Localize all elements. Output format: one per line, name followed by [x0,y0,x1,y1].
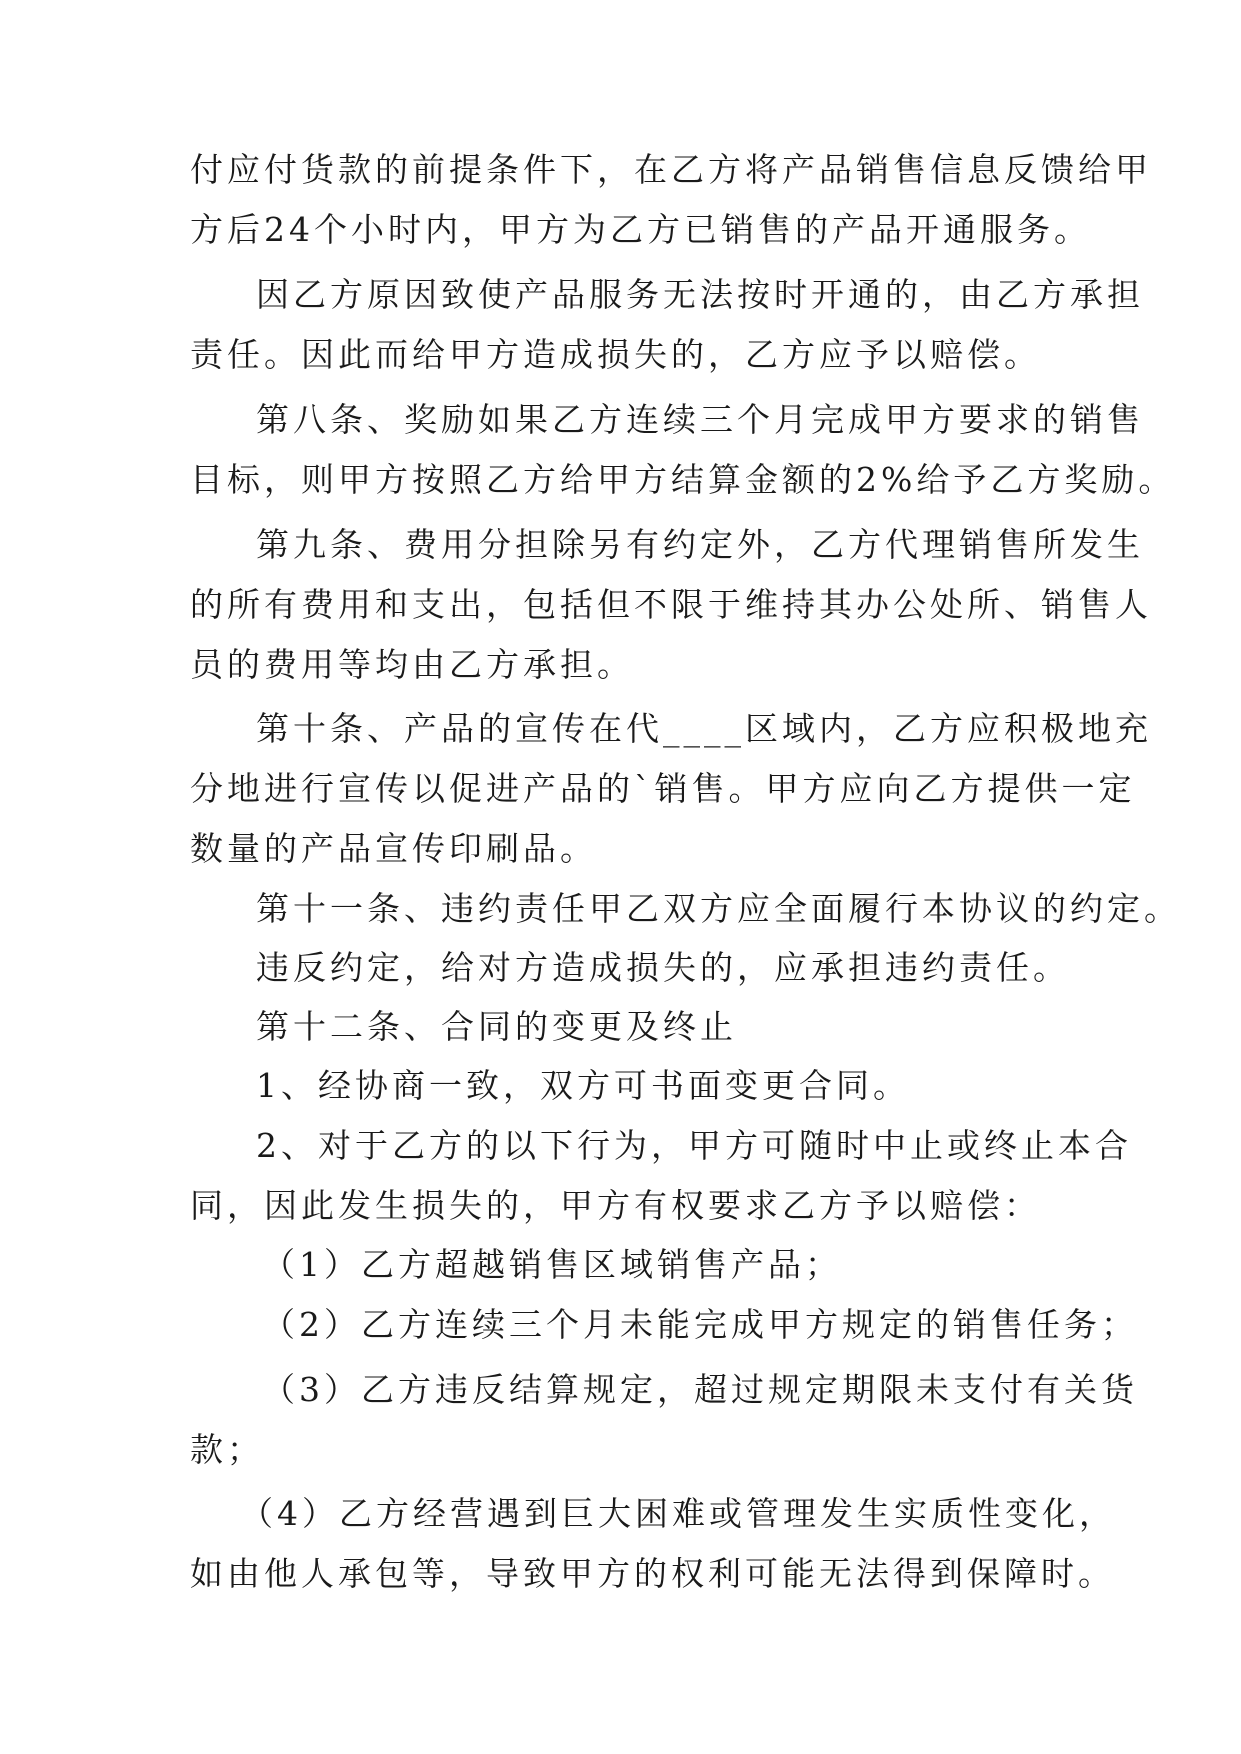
text-line: 2、对于乙方的以下行为，甲方可随时中止或终止本合 [256,1126,1132,1165]
text-line: 目标，则甲方按照乙方给甲方结算金额的2%给予乙方奖励。 [190,460,1176,499]
text-line: 数量的产品宣传印刷品。 [190,829,597,868]
text-line: 如由他人承包等，导致甲方的权利可能无法得到保障时。 [190,1554,1115,1593]
text-line: 责任。因此而给甲方造成损失的，乙方应予以赔偿。 [190,335,1041,374]
text-line: 第十一条、违约责任甲乙双方应全面履行本协议的约定。 [256,889,1181,928]
text-line: 违反约定，给对方造成损失的，应承担违约责任。 [256,948,1070,987]
text-line: 1、经协商一致，双方可书面变更合同。 [256,1066,910,1105]
text-line: 因乙方原因致使产品服务无法按时开通的，由乙方承担 [256,275,1144,314]
text-line: 付应付货款的前提条件下，在乙方将产品销售信息反馈给甲 [190,150,1152,189]
text-line: 第十二条、合同的变更及终止 [256,1007,737,1046]
text-line: （2）乙方连续三个月未能完成甲方规定的销售任务； [262,1305,1138,1344]
text-line: （4）乙方经营遇到巨大困难或管理发生实质性变化， [240,1494,1116,1533]
text-line: 分地进行宣传以促进产品的`销售。甲方应向乙方提供一定 [190,769,1136,808]
text-line: 方后24个小时内，甲方为乙方已销售的产品开通服务。 [190,210,1091,249]
text-line: 第八条、奖励如果乙方连续三个月完成甲方要求的销售 [256,400,1144,439]
text-line: 第十条、产品的宣传在代____区域内，乙方应积极地充 [256,709,1152,748]
text-line: （3）乙方违反结算规定，超过规定期限未支付有关货 [262,1370,1138,1409]
text-line: （1）乙方超越销售区域销售产品； [262,1245,842,1284]
text-line: 款； [190,1430,264,1469]
text-line: 的所有费用和支出，包括但不限于维持其办公处所、销售人 [190,585,1152,624]
text-line: 员的费用等均由乙方承担。 [190,645,634,684]
text-line: 同，因此发生损失的，甲方有权要求乙方予以赔偿： [190,1186,1041,1225]
text-line: 第九条、费用分担除另有约定外，乙方代理销售所发生 [256,525,1144,564]
